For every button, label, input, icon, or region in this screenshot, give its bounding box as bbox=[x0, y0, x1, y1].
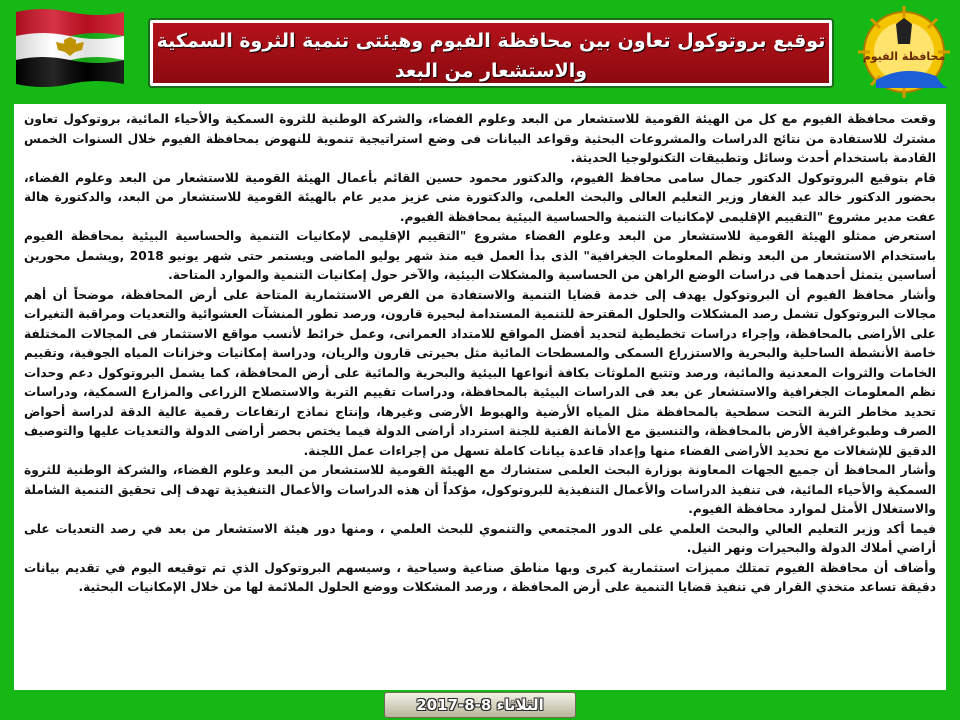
article-paragraph-6: فيما أكد وزير التعليم العالي والبحث العلمي على الدور المجتمعي والتنموي للبحث العلمي ، ومنها دور هيئة الاستشعار من بعد في رصد التعديات على أراضي أملاك الدولة والبحيرات ونهر النيل. bbox=[24, 521, 936, 555]
fayoum-governorate-logo bbox=[856, 4, 952, 100]
article-paragraph-4: وأشار محافظ الفيوم أن البروتوكول يهدف إلى خدمة قضايا التنمية والاستفادة من الفرص الاستثمارية المتاحة على أرض المحافظة، موضحاً أن أهم مجالات البروتوكول تشمل رصد المشكلات والحلول المقترحة للتنمية المستدامة لبحيرة قارون، ورصد تطور المنشآت العشوائية والتعديات ومراقبة التغيرات على الأراضى بالمحافظة، وإجراء دراسات تخطيطية لتحديد أفضل المواقع للامتداد العمرانى، وعمل خرائط لأنسب مواقع الاستثمار فى المجالات المختلفة خاصة الأنشطة الساحلية والبحرية والاستزراع السمكى والمسطحات المائية مثل بحيرتى قارون والريان، ودراسة إمكانيات وخزانات المياه الجوفية، وتقييم الخامات والثروات المعدنية والمائية، ورصد وتتبع الملوثات بكافة أنواعها البيئية والبحرية والمائية على أرض المحافظة، كما يشمل البروتوكول دعم وحدات نظم المعلومات الجغرافية والاستشعار عن بعد فى الدراسات البيئية بالمحافظة، ودراسات تقييم التربة والاستصلاح الزراعى والمزارع السمكية، ودراسات تحديد مخاطر التربة التحت سطحية بالمحافظة مثل المياه الأرضية والهبوط الأرضى وغيرها، وإنتاج نماذج ارتفاعات رقمية عالية الدقة لدراسة أحواض الصرف وطبوغرافية الأرض بالمحافظة، والتنسيق مع الأمانة الفنية للجنة استرداد أراضى الدولة فيما يختص بحصر أراضى الدولة والتعديات عليها والتوصيف الدقيق للإشغالات مع تحديد الأراضى الفضاء منها وإعداد قاعدة بيانات كاملة تسهل من إجراءات عمل اللجنة. bbox=[24, 287, 936, 458]
article-paragraph-2: قام بتوقيع البروتوكول الدكتور جمال سامى محافظ الفيوم، والدكتور محمود حسين القائم بأعمال الهيئة القومية للاستشعار من البعد وعلوم الفضاء، بحضور الدكتور خالد عبد الغفار وزير التعليم العالى والبحث العلمى، والدكتورة منى عزيز مدير عام بالهيئة القومية للاستشعار من البعد، والدكتورة هالة عفت مدير مشروع "التقييم الإقليمى لإمكانيات التنمية والحساسية البيئية بمحافظة الفيوم. bbox=[24, 170, 936, 224]
header bbox=[0, 0, 960, 96]
egypt-flag-icon bbox=[12, 6, 128, 90]
article-paragraph-7: وأضاف أن محافظة الفيوم تمتلك مميزات استثمارية كبرى وبها مناطق صناعية وسياحية ، وسيسهم البروتوكول الذي تم توقيعه اليوم في تقديم بيانات دقيقة تساعد متخذي القرار في تنفيذ قضايا التنمية على أرض المحافظة ، ورصد المشكلات ووضع الحلول الملائمة لها من خلال الإمكانيات البحثية. bbox=[24, 560, 936, 594]
date-badge: الثلاثاء 8-8-2017 bbox=[384, 692, 576, 718]
title-line-2: والاستشعار من البعد bbox=[394, 60, 588, 82]
article-paragraph-5: وأشار المحافظ أن جميع الجهات المعاونة بوزارة البحث العلمى ستشارك مع الهيئة القومية للاستشعار من البعد وعلوم الفضاء، والشركة الوطنية للثروة السمكية والأحياء المائية، فى تنفيذ الدراسات والأعمال التنفيذية للبروتوكول، مؤكداً أن هذه الدراسات والأعمال التنفيذية تهدف إلى تحقيق التنمية الشاملة والاستغلال الأمثل لموارد محافظة الفيوم. bbox=[24, 463, 936, 516]
article-body bbox=[14, 104, 946, 690]
article-paragraph-3: استعرض ممثلو الهيئة القومية للاستشعار من البعد وعلوم الفضاء مشروع "التقييم الإقليمى لإمكانيات التنمية والحساسية البيئية بمحافظة الفيوم باستخدام الاستشعار من البعد ونظم المعلومات الجغرافية" الذى بدأ العمل فيه منذ شهر يوليو الماضى ويستمر حتى شهر يونيو 2018 ,ويشمل محورين أساسين يتمثل أحدهما فى دراسات الوضع الراهن من الحساسية والمشكلات البيئية، والآخر حول إمكانيات التنمية والموارد المتاحة. bbox=[24, 229, 936, 282]
article-paragraph-1: وقعت محافظة الفيوم مع كل من الهيئة القومية للاستشعار من البعد وعلوم الفضاء، والشركة الوطنية للثروة السمكية والأحياء المائية، بروتوكول تعاون مشترك للاستفادة من نتائج الدراسات والمشروعات البحثية وقواعد البيانات فى وضع استراتيجية تنموية للنهوض بمحافظة الفيوم خلال السنوات الخمس القادمة باستخدام أحدث وسائل وتطبيقات التكنولوجيا الحديثة. bbox=[24, 112, 936, 165]
title-line-1: توقيع بروتوكول تعاون بين محافظة الفيوم وهيئتى تنمية الثروة السمكية bbox=[156, 30, 826, 52]
page-title bbox=[150, 20, 832, 86]
logo-text: محافظة الفيوم bbox=[862, 50, 946, 63]
